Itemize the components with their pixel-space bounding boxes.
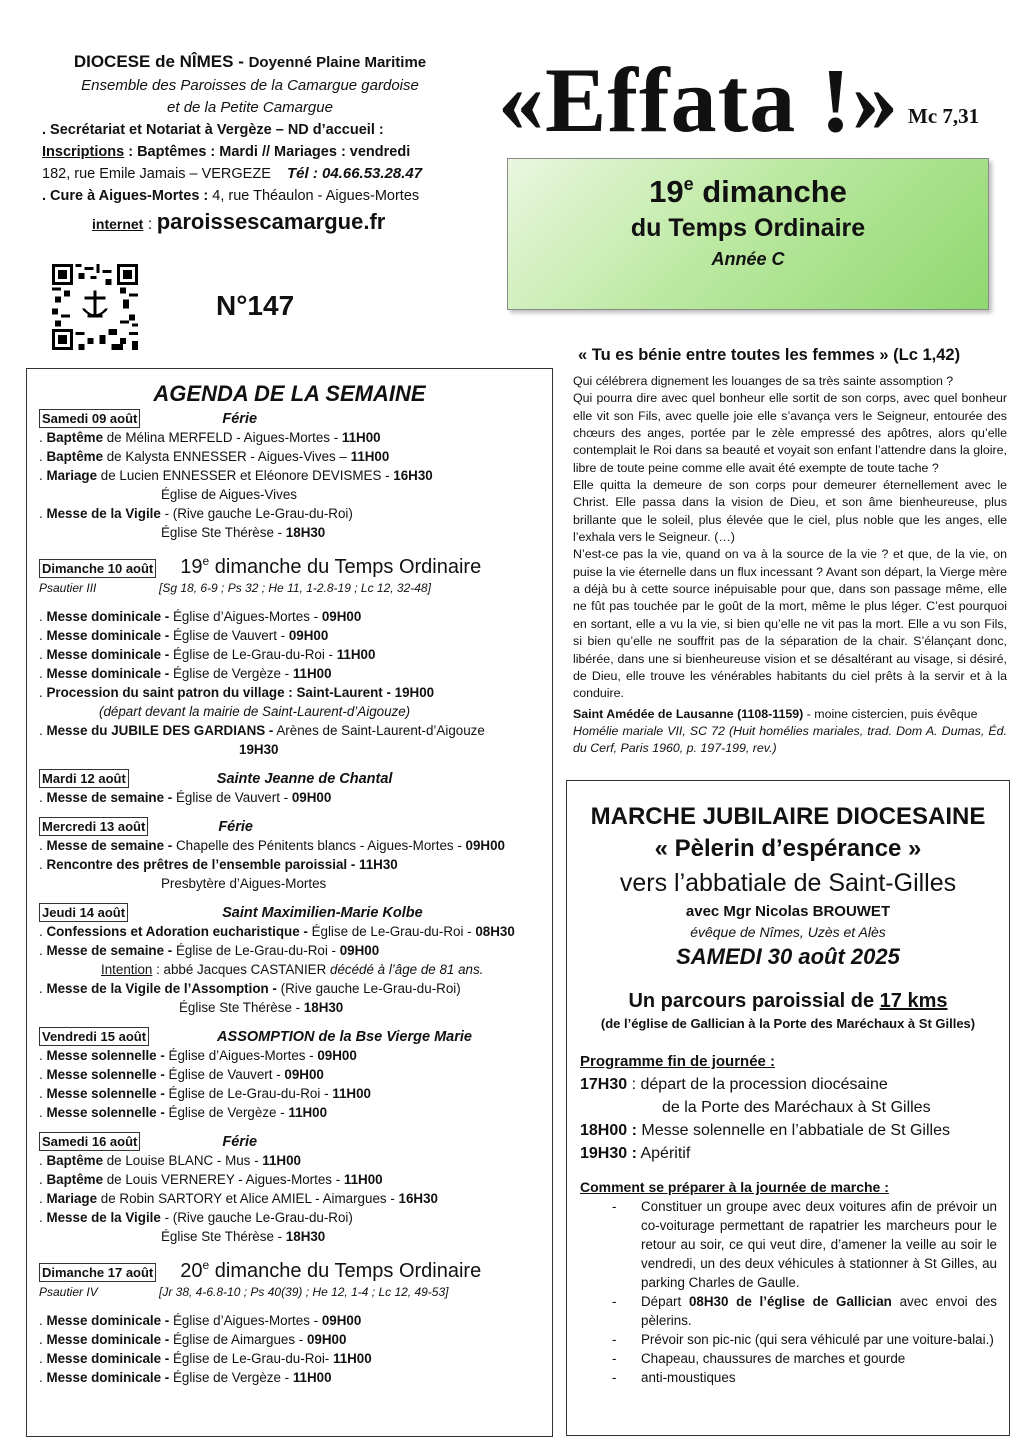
internet-label: internet <box>92 216 144 232</box>
programme-item: 17H30 : départ de la procession diocésaine <box>580 1076 888 1093</box>
list-item: - Prévoir son pic-nic (qui sera véhiculé par une voiture-balai.) <box>612 1332 994 1347</box>
preparation-list <box>580 1197 1009 1387</box>
agenda-title: AGENDA DE LA SEMAINE <box>153 381 426 406</box>
agenda-event: . Messe de la Vigile de l’Assomption - (Rive gauche Le-Grau-du-Roi) <box>39 981 461 996</box>
walk-route: (de l’église de Gallician à la Porte des Maréchaux à St Gilles) <box>600 1016 976 1031</box>
homily-paragraph: N’est-ce pas la vie, quand on va à la source de la vie ? et que, de la vie, on puise la vie éternelle dans un flux incessant ? Avant son départ, la Vierge mère a déjà bu à cette source inépuisable pour que, dans son passage même, elle ne fût pas touchée par le goût de la mort, même le plus léger. C’est pourquoi en sortant, elle a vu la vie, si bien qu’elle ne vit pas la mort. Elle a vu son Fils, si bien qu’elle ne souffrit pas de la séparation de la chair. S’élançant donc, libérée, dans une si bienheureuse vision et se désaltérant au visage, si désiré, de Dieu, elle trouve les vénérables habitants du ciel prêts à la servir et à la conduire. <box>573 547 1007 701</box>
website-link[interactable]: paroissescamargue.fr <box>156 209 386 234</box>
inscriptions-text: : Baptêmes : Mardi // Mariages : vendredi <box>124 144 411 160</box>
walk-destination: vers l’abbatiale de Saint-Gilles <box>619 869 957 897</box>
walk-date: SAMEDI 30 août 2025 <box>676 944 900 969</box>
feast-name: Férie <box>218 819 253 835</box>
psautier: Psautier IV <box>39 1285 98 1299</box>
agenda-event: . Messe dominicale - Église de Le-Grau-du-Roi - 11H00 <box>39 647 376 662</box>
readings: [Sg 18, 6-9 ; Ps 32 ; He 11, 1-2.8-19 ; Lc 12, 32-48] <box>159 581 431 595</box>
jubilee-walk-box <box>566 780 1010 1436</box>
agenda-event: . Messe dominicale - Église d’Aigues-Mortes - 09H00 <box>39 609 362 624</box>
day-label: Jeudi 14 août <box>39 903 128 922</box>
agenda-event: . Messe de la Vigile - (Rive gauche Le-Grau-du-Roi) <box>39 506 353 521</box>
programme-item: 18H00 : Messe solennelle en l’abbatiale de St Gilles <box>580 1122 950 1139</box>
agenda-event: . Messe dominicale - Église de Le-Grau-du-Roi- 11H00 <box>39 1351 372 1366</box>
mass-intention: Intention : abbé Jacques CASTANIER décédé à l’âge de 81 ans. <box>101 962 484 977</box>
diocese-line <box>20 50 480 75</box>
list-item: - Chapeau, chaussures de marches et gourde <box>612 1351 906 1366</box>
sunday-title: 19e dimanche <box>649 174 847 209</box>
day-label: Vendredi 15 août <box>39 1027 149 1046</box>
event-location: Église de Aigues-Vives <box>161 487 297 502</box>
feast-name: ASSOMPTION de la Bse Vierge Marie <box>217 1029 472 1045</box>
preparation-title: Comment se préparer à la journée de marche : <box>580 1179 889 1195</box>
feast-name: Férie <box>222 1134 258 1150</box>
walk-subtitle: « Pèlerin d’espérance » <box>654 835 922 862</box>
day-label: Samedi 16 août <box>39 1132 140 1151</box>
agenda-event: . Messe dominicale - Église de Vauvert - 09H00 <box>39 628 329 643</box>
programme-item: 19H30 : Apéritif <box>580 1145 691 1162</box>
homily-paragraph: Qui célébrera dignement les louanges de sa très sainte assomption ? <box>573 374 954 388</box>
feast-name: 19e dimanche du Temps Ordinaire <box>180 554 482 578</box>
day-label: Mercredi 13 août <box>39 817 148 836</box>
inscriptions-label: Inscriptions <box>42 144 125 160</box>
list-item: - Départ 08H30 de l’église de Gallician avec envoi des pèlerins. <box>612 1294 997 1328</box>
title-reference: Mc 7,31 <box>908 104 980 128</box>
sunday-banner <box>507 158 989 310</box>
agenda-event: . Messe dominicale - Église d’Aigues-Mortes - 09H00 <box>39 1313 362 1328</box>
quote-title: « Tu es bénie entre toutes les femmes » (Lc 1,42) <box>578 346 961 364</box>
quote-reference: Homélie mariale VII, SC 72 (Huit homélies mariales, trad. Dom A. Dumas, Éd. du Cerf, Paris 1960, p. 197-199, rev.) <box>573 723 1007 756</box>
day-header <box>39 556 544 579</box>
parish-header <box>20 50 480 240</box>
psautier-line <box>39 579 544 597</box>
sunday-subtitle: du Temps Ordinaire <box>630 214 866 242</box>
homily-paragraph: Qui pourra dire avec quel bonheur elle sortit de son corps, avec quel bonheur elle vit son Fils, avec quelle joie elle s’avança vers le Seigneur, entourée des chœurs des anges, portée par le zèle empressé des apôtres, alors qu’elle contemplait le Roi dans sa beauté et voyait son enfant l’attendre dans la gloire, libre de toute peine comme elle avait été exempte de toute tache ? <box>573 391 1007 475</box>
liturgical-year: Année C <box>711 249 785 269</box>
day-label: Dimanche 17 août <box>39 1263 156 1282</box>
psautier-line <box>39 1283 544 1301</box>
agenda-event: . Messe dominicale - Église de Vergèze - 11H00 <box>39 666 332 681</box>
programme-item-cont: de la Porte des Maréchaux à St Gilles <box>662 1099 931 1116</box>
phone-number: Tél : 04.66.53.28.47 <box>287 165 423 182</box>
preparation <box>567 1177 1009 1387</box>
diocese-name: DIOCESE de NÎMES - <box>73 52 244 71</box>
day-header <box>39 769 544 788</box>
walk-bishop: avec Mgr Nicolas BROUWET <box>685 903 891 920</box>
day-header <box>39 903 544 922</box>
psautier: Psautier III <box>39 581 97 595</box>
agenda-event: . Baptême de Kalysta ENNESSER - Aigues-Vives – 11H00 <box>39 449 390 464</box>
issue-number: N°147 <box>216 290 295 321</box>
doyenne-name: Doyenné Plaine Maritime <box>248 54 427 71</box>
agenda-event: . Mariage de Robin SARTORY et Alice AMIEL - Aimargues - 16H30 <box>39 1191 438 1206</box>
day-header <box>39 817 544 836</box>
qr-code-icon[interactable] <box>50 264 140 350</box>
agenda-event: . Messe solennelle - Église de Vauvert - 09H00 <box>39 1067 324 1082</box>
day-header <box>39 409 544 428</box>
day-label: Dimanche 10 août <box>39 559 156 578</box>
agenda-event: . Messe solennelle - Église d’Aigues-Mortes - 09H00 <box>39 1048 357 1063</box>
agenda-event: . Messe dominicale - Église de Vergèze - 11H00 <box>39 1370 332 1385</box>
address-line <box>20 163 480 185</box>
inscriptions-line <box>20 141 480 163</box>
walk-title: MARCHE JUBILAIRE DIOCESAINE <box>590 803 986 830</box>
agenda-event: . Messe solennelle - Église de Le-Grau-du-Roi - 11H00 <box>39 1086 371 1101</box>
readings: [Jr 38, 4-6.8-10 ; Ps 40(39) ; He 12, 1-4 ; Lc 12, 49-53] <box>159 1285 449 1299</box>
weekly-agenda <box>26 368 553 1437</box>
agenda-event: . Messe dominicale - Église de Aimargues - 09H00 <box>39 1332 347 1347</box>
programme <box>567 1051 1009 1165</box>
secretariat-line: . Secrétariat et Notariat à Vergèze – ND d’accueil : <box>42 122 384 138</box>
agenda-event: . Messe de semaine - Église de Vauvert - 09H00 <box>39 790 332 805</box>
day-header <box>39 1132 544 1151</box>
agenda-event: . Mariage de Lucien ENNESSER et Eléonore DEVISMES - 16H30 <box>39 468 433 483</box>
day-label: Mardi 12 août <box>39 769 129 788</box>
event-note: (départ devant la mairie de Saint-Laurent-d’Aigouze) <box>99 704 411 719</box>
agenda-event: . Baptême de Mélina MERFELD - Aigues-Mortes - 11H00 <box>39 430 381 445</box>
agenda-event: . Procession du saint patron du village : Saint-Laurent - 19H00 <box>39 685 435 700</box>
event-location: Église Ste Thérèse - 18H30 <box>161 1229 326 1244</box>
feast-name: Sainte Jeanne de Chantal <box>216 771 393 787</box>
cure-line <box>20 185 480 207</box>
agenda-event: . Messe de semaine - Chapelle des Pénitents blancs - Aigues-Mortes - 09H00 <box>39 838 505 853</box>
cure-address: 4, rue Théaulon - Aigues-Mortes <box>208 188 420 204</box>
feast-name: Saint Maximilien-Marie Kolbe <box>222 905 423 921</box>
event-location: Église Ste Thérèse - 18H30 <box>179 1000 344 1015</box>
bishop-title: évêque de Nîmes, Uzès et Alès <box>690 924 886 940</box>
agenda-event: . Messe de la Vigile - (Rive gauche Le-Grau-du-Roi) <box>39 1210 353 1225</box>
address-text: 182, rue Emile Jamais – VERGEZE <box>42 166 271 182</box>
agenda-event: . Messe de semaine - Église de Le-Grau-du-Roi - 09H00 <box>39 943 380 958</box>
feast-name: 20e dimanche du Temps Ordinaire <box>180 1258 482 1282</box>
agenda-event: . Baptême de Louise BLANC - Mus - 11H00 <box>39 1153 302 1168</box>
ensemble-line-1: Ensemble des Paroisses de la Camargue gardoise <box>81 77 419 94</box>
event-time: 19H30 <box>239 742 279 757</box>
agenda-event: . Baptême de Louis VERNEREY - Aigues-Mortes - 11H00 <box>39 1172 383 1187</box>
ensemble-line-2: et de la Petite Camargue <box>167 99 333 116</box>
list-item: - anti-moustiques <box>612 1370 736 1385</box>
agenda-event: . Messe solennelle - Église de Vergèze - 11H00 <box>39 1105 328 1120</box>
agenda-event: . Rencontre des prêtres de l’ensemble paroissial - 11H30 <box>39 857 398 872</box>
quote-author: Saint Amédée de Lausanne (1108-1159) - moine cistercien, puis évêque <box>573 706 978 721</box>
homily-paragraph: Elle quitta la demeure de son corps pour demeurer éternellement avec le Christ. Elle passa dans la vision de Dieu, et son âme bienheureuse, plus brillante que le soleil, plus élevée que le ciel, plus noble que les anges, elle l’exhala vers le Seigneur. (…) <box>573 478 1007 545</box>
day-header <box>39 1027 544 1046</box>
newsletter-title: «Effata !» <box>498 49 899 151</box>
agenda-event: . Messe du JUBILE DES GARDIANS - Arènes de Saint-Laurent-d’Aigouze <box>39 723 485 738</box>
event-location: Église Ste Thérèse - 18H30 <box>161 525 326 540</box>
day-label: Samedi 09 août <box>39 409 140 428</box>
programme-title: Programme fin de journée : <box>580 1053 776 1070</box>
list-item: - Constituer un groupe avec deux voitures afin de prévoir un co-voiturage permettant de rapatrier les marcheurs pour le retour au soir, ce qui veut dire, d’amener la veille au soir le vendredi, un des deux véhicules à stationner à St Gilles, au parking Charles de Gaulle. <box>612 1199 997 1290</box>
website-line: internet : paroissescamargue.fr <box>92 209 386 234</box>
event-location: Presbytère d’Aigues-Mortes <box>161 876 327 891</box>
feast-name: Férie <box>222 411 258 427</box>
agenda-event: . Confessions et Adoration eucharistique - Église de Le-Grau-du-Roi - 08H30 <box>39 924 515 939</box>
day-header <box>39 1260 544 1283</box>
cure-label: . Cure à Aigues-Mortes : <box>42 188 209 204</box>
homily-text <box>573 373 1007 758</box>
walk-distance: Un parcours paroissial de 17 kms <box>628 990 948 1012</box>
